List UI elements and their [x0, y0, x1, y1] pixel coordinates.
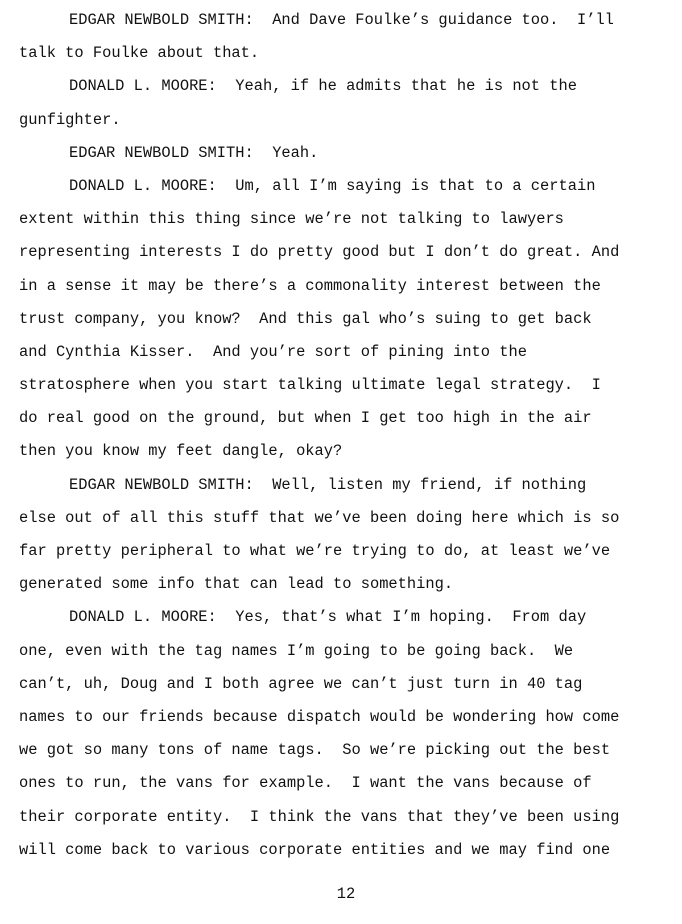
transcript-line: DONALD L. MOORE: Yes, that’s what I’m hoping. From day — [69, 608, 587, 627]
transcript-line: DONALD L. MOORE: Um, all I’m saying is that to a certain — [69, 176, 596, 195]
transcript-line: trust company, you know? And this gal who’s suing to get back — [19, 309, 592, 328]
transcript-line: can’t, uh, Doug and I both agree we can’t just turn in 40 tag — [19, 674, 583, 693]
transcript-line: else out of all this stuff that we’ve been doing here which is so — [19, 508, 620, 527]
transcript-line: their corporate entity. I think the vans that they’ve been using — [19, 807, 620, 826]
transcript-line: one, even with the tag names I’m going to be going back. We — [19, 641, 574, 660]
transcript-line: we got so many tons of name tags. So we’re picking out the best — [19, 741, 611, 760]
transcript-line: then you know my feet dangle, okay? — [19, 442, 343, 461]
transcript-line: generated some info that can lead to something. — [19, 575, 454, 594]
page-number: 12 — [336, 885, 356, 903]
transcript-line: DONALD L. MOORE: Yeah, if he admits that he is not the — [69, 77, 577, 96]
transcript-line: stratosphere when you start talking ultimate legal strategy. I — [19, 376, 601, 395]
transcript-line: names to our friends because dispatch would be wondering how come — [19, 707, 620, 726]
transcript-line: in a sense it may be there’s a commonality interest between the — [19, 276, 601, 295]
transcript-line: ones to run, the vans for example. I want the vans because of — [19, 774, 592, 793]
transcript-line: extent within this thing since we’re not talking to lawyers — [19, 210, 564, 229]
transcript-line: EDGAR NEWBOLD SMITH: Yeah. — [69, 143, 319, 162]
transcript-line: do real good on the ground, but when I get too high in the air — [19, 409, 592, 428]
transcript-line: EDGAR NEWBOLD SMITH: Well, listen my friend, if nothing — [69, 475, 587, 494]
transcript-line: far pretty peripheral to what we’re trying to do, at least we’ve — [19, 542, 611, 560]
transcript-line: will come back to various corporate entities and we may find one — [19, 840, 611, 859]
transcript-line: and Cynthia Kisser. And you’re sort of pining into the — [19, 342, 527, 361]
transcript-line: representing interests I do pretty good but I don’t do great. And — [19, 243, 620, 262]
transcript-line: gunfighter. — [19, 110, 121, 129]
transcript-line: talk to Foulke about that. — [19, 44, 260, 63]
transcript-body — [19, 4, 679, 867]
transcript-line: EDGAR NEWBOLD SMITH: And Dave Foulke’s guidance too. I’ll — [69, 11, 614, 29]
